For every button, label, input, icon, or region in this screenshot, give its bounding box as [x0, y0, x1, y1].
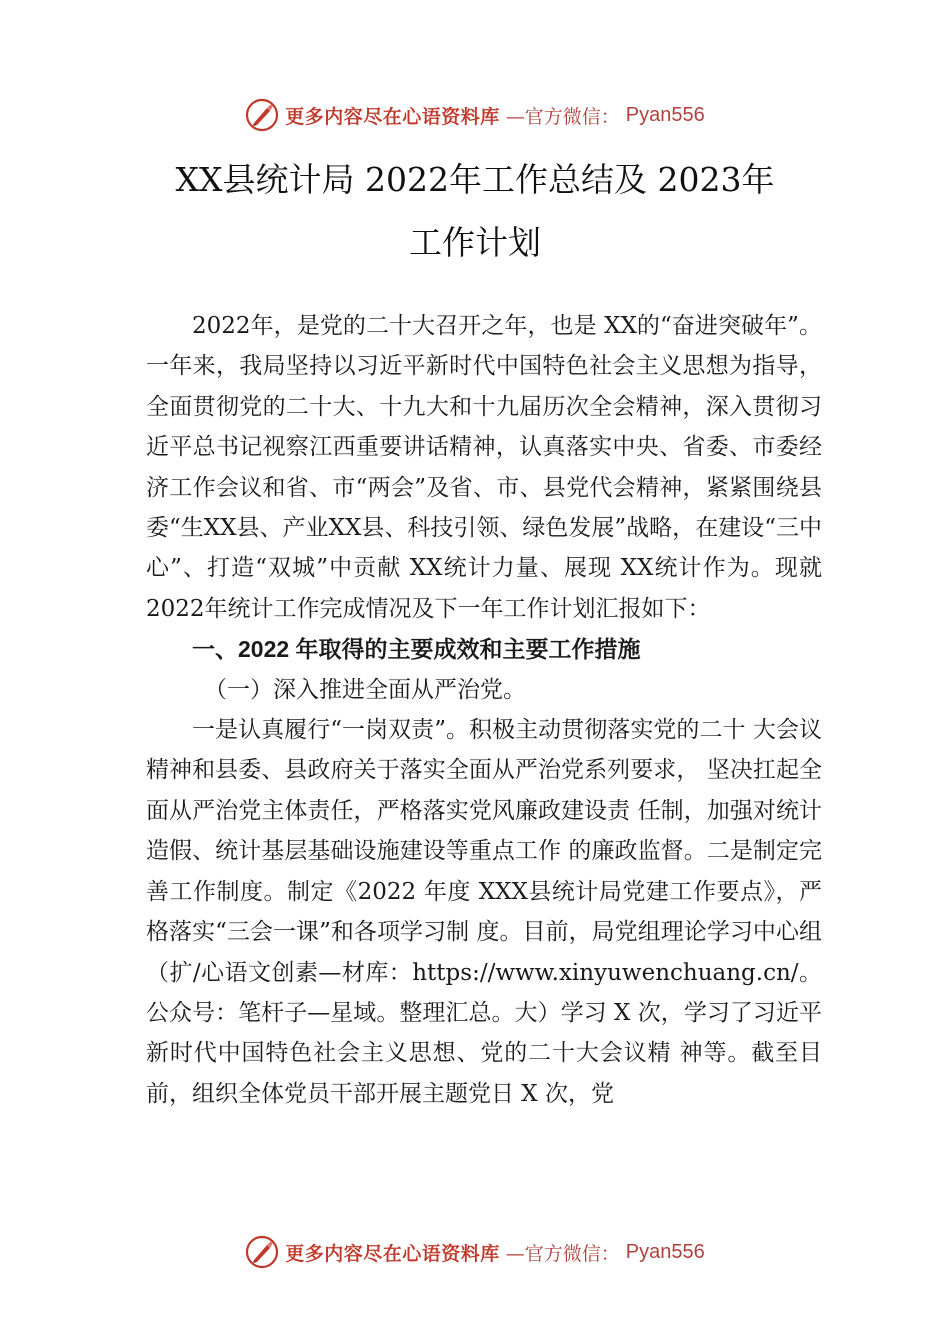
quill-pen-icon: [245, 98, 279, 132]
body-paragraph: 一是认真履行“一岗双责”。积极主动贯彻落实党的二十 大会议精神和县委、县政府关于落实全面从严治党系列要求， 坚决扛起全面从严治党主体责任，严格落实党风廉政建设责 任制，加强对统计造假、统计基层基础设施建设等重点工作 的廉政监督。二是制定完善工作制度。制定《2022 年度 XXX县统计局党建工作要点》，严格落实“三会一课”和各项学习制 度。目前，局党组理论学习中心组（扩/心语文创素—材库：https://www.xinyuwenchuang.cn/。公众号：笔杆子—星域。整理汇总。大）学习 X 次，学习了习近平新时代中国特色社会主义思想、党的二十大会议精 神等。截至目前，组织全体党员干部开展主题党日 X 次，党: [146, 717, 822, 1107]
quill-pen-icon: [245, 1235, 279, 1269]
document-title-line1: XX县统计局 2022年工作总结及 2023年: [175, 160, 775, 199]
brand-name: 更多内容尽在心语资料库: [285, 105, 500, 128]
official-label: —官方微信：: [505, 105, 620, 128]
subsection-heading: （一）深入推进全面从严治党。: [204, 676, 526, 703]
document-title-line2: 工作计划: [409, 223, 541, 262]
section-heading: 一、2022 年取得的主要成效和主要工作措施: [192, 636, 641, 663]
brand-name: 更多内容尽在心语资料库: [285, 1242, 500, 1265]
wechat-id: Pyan556: [625, 103, 705, 126]
wechat-id: Pyan556: [625, 1240, 705, 1263]
footer-banner: [0, 1232, 950, 1272]
header-banner: [0, 95, 950, 135]
document-body: [146, 306, 822, 1114]
official-label: —官方微信：: [505, 1242, 620, 1265]
intro-paragraph: 2022年，是党的二十大召开之年，也是 XX的“奋进突破年”。一年来，我局坚持以习近平新时代中国特色社会主义思想为指导，全面贯彻党的二十大、十九大和十九届历次全会精神，深入贯彻习近平总书记视察江西重要讲话精神，认真落实中央、省委、市委经济工作会议和省、市“两会”及省、市、县党代会精神，紧紧围绕县委“生XX县、产业XX县、科技引领、绿色发展”战略，在建设“三中心”、打造“双城”中贡献 XX统计力量、展现 XX统计作为。现就 2022年统计工作完成情况及下一年工作计划汇报如下：: [146, 313, 822, 622]
